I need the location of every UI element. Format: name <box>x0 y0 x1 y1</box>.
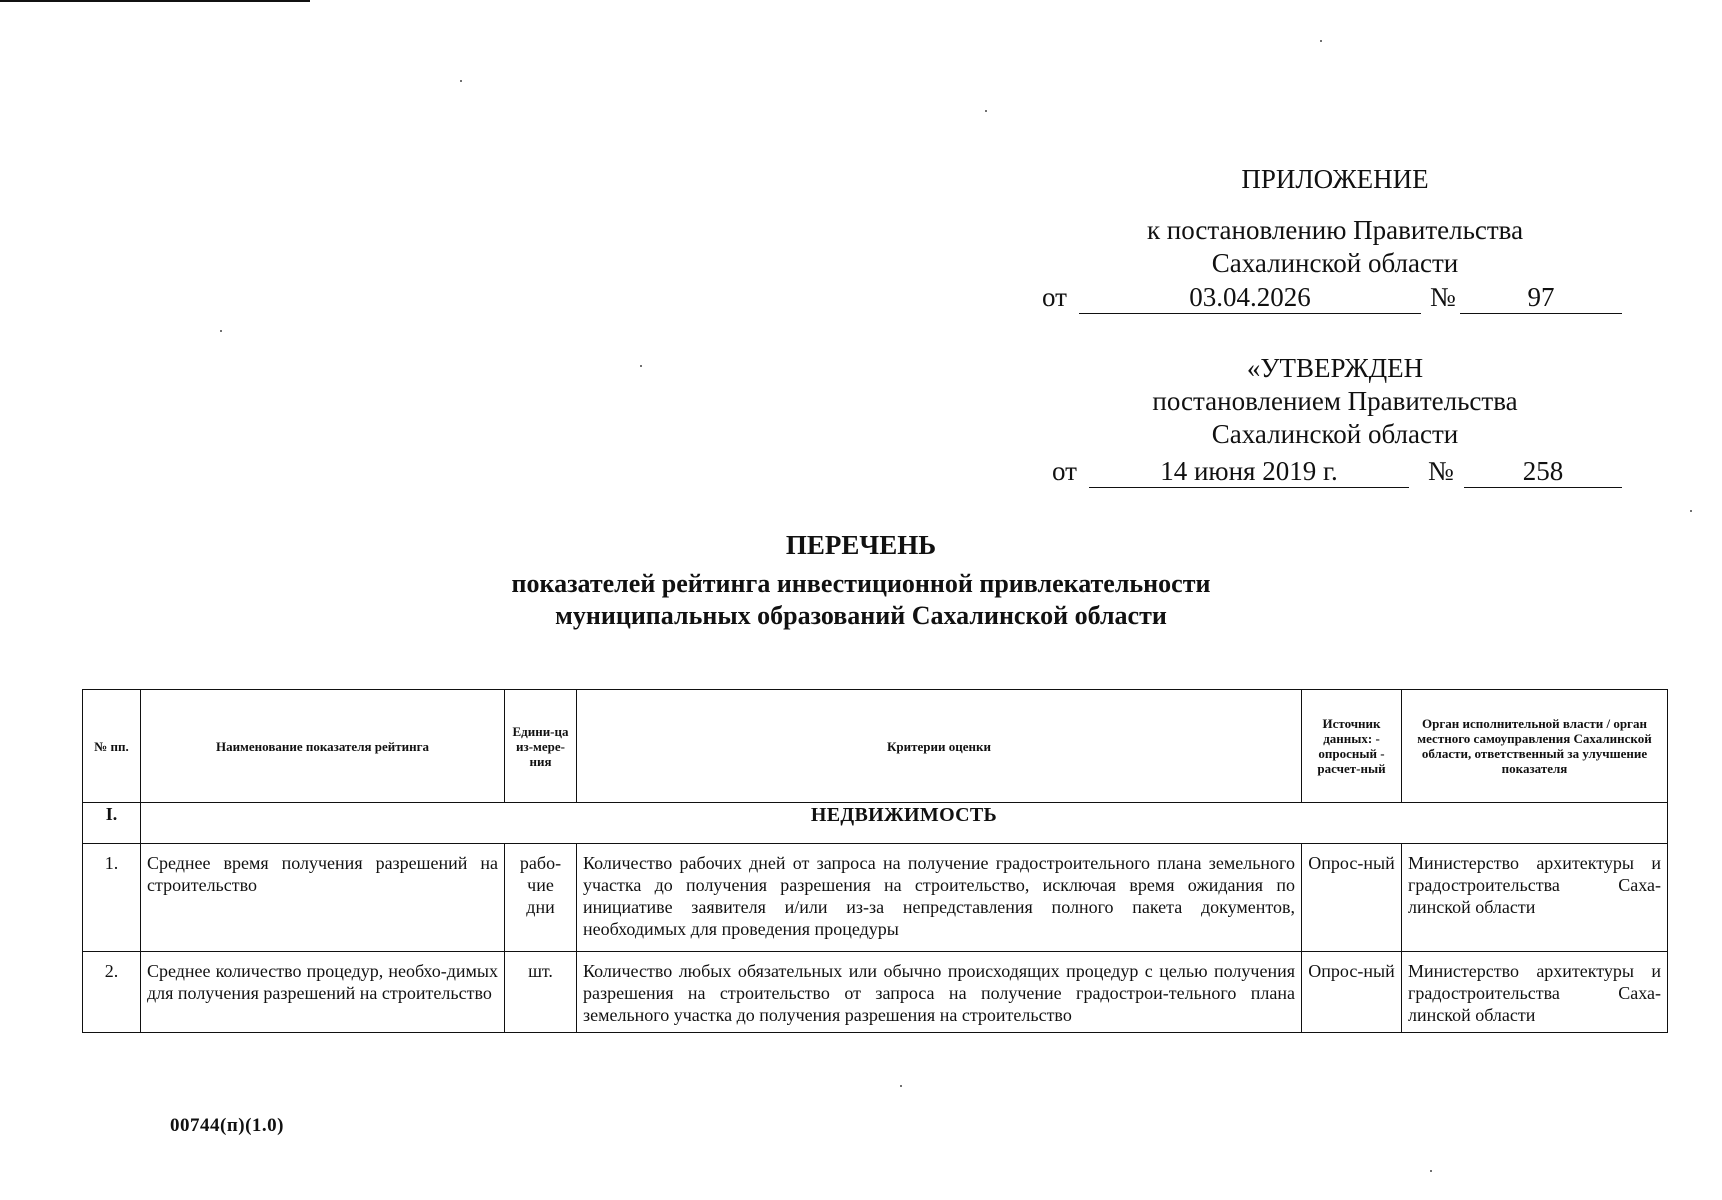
approved-date: 14 июня 2019 г. <box>1089 454 1409 488</box>
header-name: Наименование показателя рейтинга <box>141 690 505 803</box>
approved-line1: постановлением Правительства <box>1152 386 1518 416</box>
document-title: ПЕРЕЧЕНЬ <box>785 530 937 560</box>
scan-speck <box>1690 510 1692 512</box>
row-authority: Министерство архитектуры и градостроительства Саха-линской области <box>1402 844 1668 952</box>
scan-speck <box>900 1085 902 1087</box>
section-row <box>83 803 1668 844</box>
scan-edge-line <box>0 0 310 2</box>
table-row <box>83 952 1668 1033</box>
document-code: 00744(п)(1.0) <box>170 1115 285 1136</box>
section-name: НЕДВИЖИМОСТЬ <box>141 803 1668 844</box>
scan-speck <box>220 330 222 332</box>
approved-from-label: от <box>1052 456 1077 486</box>
header-num: № пп. <box>83 690 141 803</box>
appendix-line2: Сахалинской области <box>1211 248 1459 278</box>
row-unit: рабо-чие дни <box>505 844 577 952</box>
row-source: Опрос-ный <box>1302 844 1402 952</box>
approved-number-label: № <box>1428 456 1454 486</box>
header-criteria: Критерии оценки <box>577 690 1302 803</box>
header-unit: Едини-ца из-мере-ния <box>505 690 577 803</box>
header-source: Источник данных: - опросный - расчет-ный <box>1302 690 1402 803</box>
appendix-number-label: № <box>1430 282 1456 312</box>
appendix-title: ПРИЛОЖЕНИЕ <box>1241 164 1429 194</box>
row-num: 1. <box>83 844 141 952</box>
row-name: Среднее количество процедур, необхо-димых для получения разрешений на строительство <box>141 952 505 1033</box>
appendix-number: 97 <box>1460 280 1622 314</box>
appendix-date: 03.04.2026 <box>1079 280 1421 314</box>
indicators-table <box>82 689 1668 1033</box>
row-source: Опрос-ный <box>1302 952 1402 1033</box>
table-header-row <box>83 690 1668 803</box>
document-subtitle-line2: муниципальных образований Сахалинской области <box>555 601 1167 630</box>
header-authority: Орган исполнительной власти / орган местного самоуправления Сахалинской области, ответственный за улучшение показателя <box>1402 690 1668 803</box>
row-name: Среднее время получения разрешений на строительство <box>141 844 505 952</box>
appendix-line1: к постановлению Правительства <box>1146 215 1524 245</box>
approved-number: 258 <box>1464 454 1622 488</box>
scan-speck <box>985 110 987 112</box>
table-row <box>83 844 1668 952</box>
appendix-from-label: от <box>1042 282 1067 312</box>
row-criteria: Количество рабочих дней от запроса на получение градостроительного плана земельного участка до получения разрешения на строительство, исключая время ожидания по инициативе заявителя и/или из-за непредставления полного пакета документов, необходимых для проведения процедуры <box>577 844 1302 952</box>
scan-speck <box>460 80 462 82</box>
approved-line2: Сахалинской области <box>1211 419 1459 449</box>
scan-speck <box>1320 40 1322 42</box>
row-authority: Министерство архитектуры и градостроительства Саха-линской области <box>1402 952 1668 1033</box>
approved-block <box>1035 352 1635 451</box>
approved-title: «УТВЕРЖДЕН <box>1246 353 1424 383</box>
row-num: 2. <box>83 952 141 1033</box>
appendix-block <box>1035 163 1635 280</box>
document-subtitle-line1: показателей рейтинга инвестиционной привлекательности <box>511 569 1211 598</box>
section-num: I. <box>83 803 141 844</box>
row-criteria: Количество любых обязательных или обычно происходящих процедур с целью получения разрешения на строительство от запроса на получение градострои-тельного плана земельного участка до получения разрешения на строительство <box>577 952 1302 1033</box>
scan-speck <box>1430 1170 1432 1172</box>
scan-speck <box>640 365 642 367</box>
row-unit: шт. <box>505 952 577 1033</box>
